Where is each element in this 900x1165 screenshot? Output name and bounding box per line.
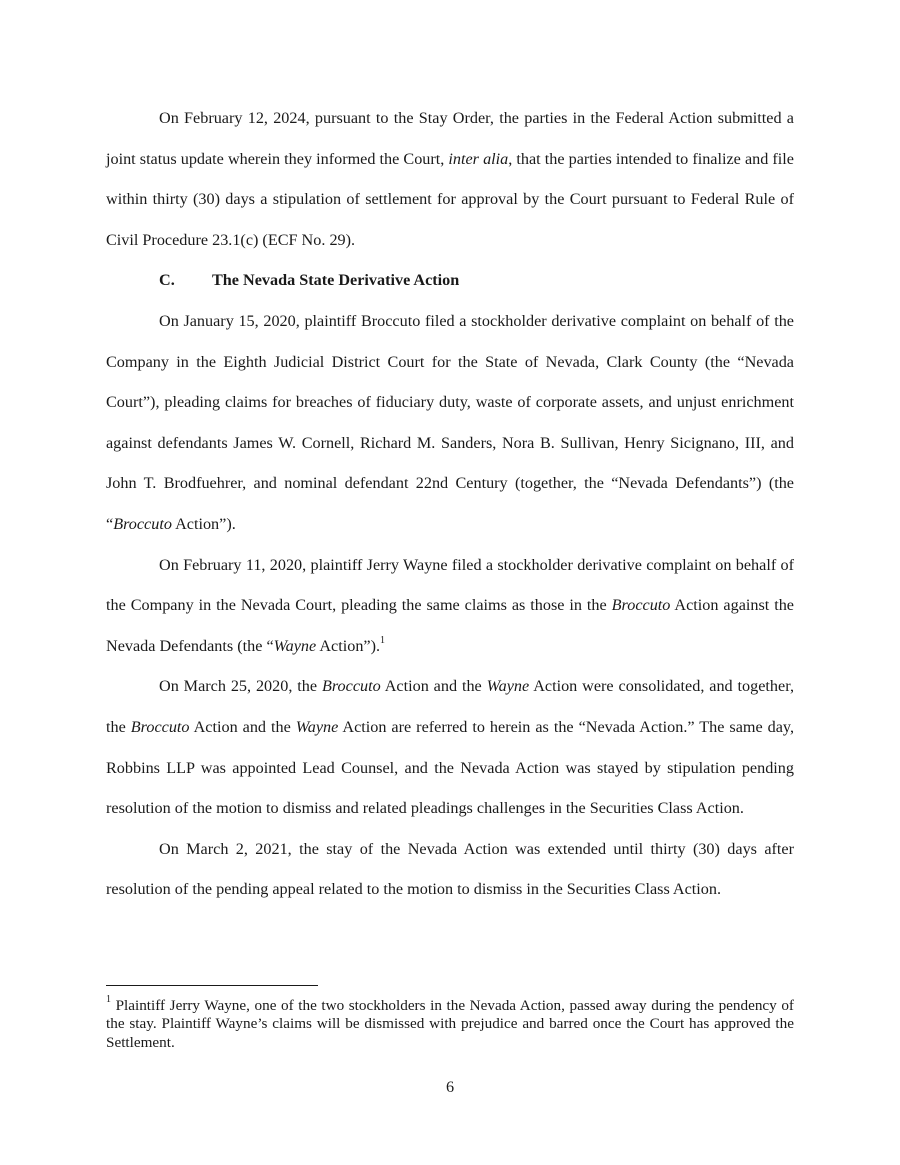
paragraph-wayne-complaint: On February 11, 2020, plaintiff Jerry Wayne filed a stockholder derivative complaint on behalf of the Company in the Nevada Court, pleading the same claims as those in the Broccuto Action against the Nevada Defendants (the “Wayne Action”).$^1$ xyxy=(106,555,794,655)
footnote-divider xyxy=(106,985,318,986)
page-number: 6 xyxy=(445,1078,455,1096)
footnote-text: Plaintiff Jerry Wayne, one of the two stockholders in the Nevada Action, passed away during the pendency of the stay. Plaintiff Wayne’s claims will be dismissed with prejudice and barred once the Court has approved the Settlement. xyxy=(106,997,794,1051)
paragraph-stay-extension: On March 2, 2021, the stay of the Nevada Action was extended until thirty (30) days after resolution of the pending appeal related to the motion to dismiss in the Securities Class Action. xyxy=(106,839,794,899)
italic-case-name: Wayne xyxy=(273,636,317,655)
paragraph-consolidation: On March 25, 2020, the Broccuto Action and the Wayne Action were consolidated, and together, the Broccuto Action and the Wayne Action are referred to herein as the “Nevada Action.” The same day, Robbins LLP was appointed Lead Counsel, and the Nevada Action was stayed by stipulation pending resolution of the motion to dismiss and related pleadings challenges in the Securities Class Action. xyxy=(106,677,795,818)
italic-case-name: Broccuto xyxy=(130,717,190,736)
section-heading xyxy=(106,260,794,301)
italic-case-name: Wayne xyxy=(295,717,339,736)
italic-term: inter alia xyxy=(448,149,509,168)
section-title: The Nevada State Derivative Action xyxy=(212,271,460,290)
italic-case-name: Broccuto xyxy=(611,596,671,615)
footnote xyxy=(106,993,794,1052)
paragraph-stay-order-status: On February 12, 2024, pursuant to the Stay Order, the parties in the Federal Action submitted a joint status update wherein they informed the Court, inter alia, that the parties intended to finalize and file within thirty (30) days a stipulation of settlement for approval by the Court pursuant to Federal Rule of Civil Procedure 23.1(c) (ECF No. 29). xyxy=(106,109,794,249)
italic-case-name: Broccuto xyxy=(321,677,381,696)
paragraph-broccuto-complaint: On January 15, 2020, plaintiff Broccuto filed a stockholder derivative complaint on behalf of the Company in the Eighth Judicial District Court for the State of Nevada, Clark County (the “Nevada Court”), pleading claims for breaches of fiduciary duty, waste of corporate assets, and unjust enrichment against defendants James W. Cornell, Richard M. Sanders, Nora B. Sullivan, Henry Sicignano, III, and John T. Brodfuehrer, and nominal defendant 22nd Century (together, the “Nevada Defendants”) (the “Broccuto Action”). xyxy=(106,311,794,533)
footnote-number: 1 xyxy=(106,993,111,1005)
italic-case-name: Wayne xyxy=(486,677,530,696)
body-text xyxy=(106,98,794,910)
footnote-reference[interactable]: 1 xyxy=(380,635,386,647)
italic-case-name: Broccuto xyxy=(113,514,172,533)
section-letter: C. xyxy=(159,271,175,290)
